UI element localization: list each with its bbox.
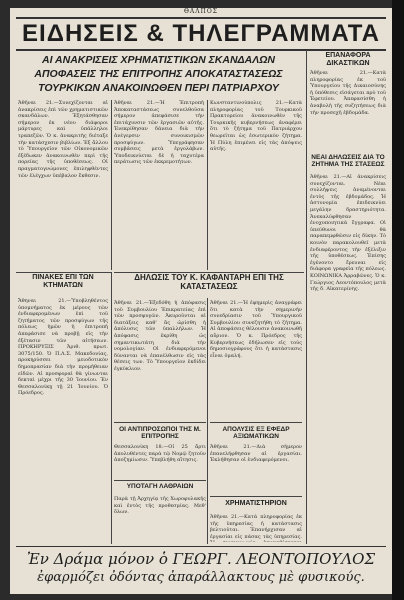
page-folio: ΘΑΛΠΟΣ <box>184 8 218 15</box>
headline-1: ΑΙ ΑΝΑΚΡΙΣΕΙΣ ΧΡΗΜΑΤΙΣΤΙΚΩΝ ΣΚΑΝΔΑΛΩΝ <box>42 54 275 66</box>
newspaper-page <box>10 8 392 594</box>
box-title-ypotagi: ΥΠΟΤΑΓΗ ΛΑΘΡΑΙΩΝ <box>126 483 194 490</box>
section-masthead: ΕΙΔΗΣΕΙΣ & ΤΗΛΕΓΡΑΜΜΑΤΑ <box>16 17 386 51</box>
headline-dilosis-kafantari: ΔΗΛΩΣΙΣ ΤΟΥ Κ. ΚΑΦΑΝΤΑΡΗ ΕΠΙ ΤΗΣ ΚΑΤΑΣΤΑΣΕΩΣ <box>134 273 284 291</box>
advertisement-footer <box>16 546 386 589</box>
ad-line-1: Ἐν Δράμα μόνον ὁ ΓΕΩΡΓ. ΛΕΟΝΤΟΠΟΥΛΟΣ <box>26 550 376 568</box>
column-text-c4: Ἀθῆναι 21.—Κατὰ πληροφορίας ἐκ τοῦ Ὑπουργείου τῆς Δικαιοσύνης ἡ ὑπόθεσις εἰσάγεται πρὸ τοῦ Ἐφετείου. Ἀπεφασίσθη ἡ ἀναβολὴ τῆς συζητήσεως διὰ τὴν προσεχῆ ἑβδομάδα. <box>310 70 386 116</box>
headline-3: ΤΟΥΡΚΙΚΩΝ ΑΝΑΚΟΙΝΩΘΕΝ ΠΕΡΙ ΠΑΤΡΙΑΡΧΟΥ <box>38 82 279 94</box>
column-text-c9: Θεσσαλονίκη 18.—Οἱ 25 ἄρτι ἀπολυθέντες παρὰ τῷ Νομῷ ζητοῦν ἀποζημίωσιν. Ὑπεβλήθη αἴτησις. <box>114 444 206 464</box>
box-title-chrimatistirion: ΧΡΗΜΑΤΙΣΤΗΡΙΟΝ <box>225 500 287 507</box>
column-text-c5: Ἀθῆναι 21.—Ἐξεδόθη ἡ ἀπόφασις τοῦ Συμβουλίου Ἐπικρατείας ἐπὶ τῶν προσφυγῶν. Ἀκυροῦνται αἱ διατάξεις καθ' ἃς ὠρίσθη ἡ ἀπόλυσις τῶν ὑπαλλήλων. Ἡ ἀπόφασις ἐκρίθη ὡς σημαντικωτάτη διὰ τὴν νομολογίαν. Οἱ ἐνδιαφερόμενοι δύνανται νὰ ἐπανέλθωσιν εἰς τὰς θέσεις των. Τὸ Ὑπουργεῖον ἐκδίδει ἐγκύκλιον. <box>114 300 206 372</box>
box-title-epanafora: ΕΠΑΝΑΦΟΡΑ ΔΙΚΑΣΤΙΚΩΝ <box>325 52 371 67</box>
column-rule-right <box>306 50 307 544</box>
column-text-c8: Ἀθῆναι 21.—Ἡ ἐφημερὶς ἀναγράφει ὅτι κατὰ τὴν σημερινὴν συνεδρίασιν τοῦ Ὑπουργικοῦ Συμβουλίου συνεζητήθη τὸ ζήτημα. Αἱ ἀποφάσεις θέλουσιν ἀνακοινωθῆ αὔριον. Ὁ κ. Πρόεδρος τῆς Κυβερνήσεως ἐδήλωσεν εἰς τοὺς δημοσιογράφους ὅτι ἡ κατάστασις εἶναι ὁμαλή. <box>210 300 302 359</box>
column-text-c10: Παρὰ τῇ Ἀρχηγίᾳ τῆς Χωροφυλακῆς καὶ ἐντὸς τῆς προθεσμίας. Μεθ' ὅλων. <box>114 496 206 516</box>
headline-2: ΑΠΟΦΑΣΕΙΣ ΤΗΣ ΕΠΙΤΡΟΠΗΣ ΑΠΟΚΑΤΑΣΤΑΣΕΩΣ <box>34 68 283 80</box>
column-text-c6: Ἄθηναι 21.—Ὑποβληθέντος ὑπομνήματος ἐκ μέρους τῶν ἐνδιαφερομένων ἐπὶ τοῦ ζητήματος τῶν προσφύγων τῆς πόλεως ἡμῶν ἡ ἐπιτροπὴ ἀπεφάσισε νὰ προβῇ εἰς τὴν ἐξέτασιν τῶν αἰτήσεων. ΠΡΟΚΗΡΥΞΙΣ Ἀριθ. πρωτ. 3075/150. Ὁ Π.Λ.Σ. Μακεδονίας, προκηρύσσει μειοδοτικὸν δημοπρασίαν διὰ τὴν προμήθειαν εἰδῶν. Αἱ προσφοραὶ θὰ γίνωνται δεκταὶ μέχρι τῆς 30 Ἰουνίου. Ἐν Θεσσαλονίκῃ τῇ 21 Ἰουνίου. Ὁ Πρόεδρος. <box>18 298 108 397</box>
horizontal-rule <box>210 496 302 497</box>
column-text-c7: Ἀθῆναι 21.—Κατὰ πληροφορίας ἐκ τῆς ὑπηρεσίας ἡ κατάστασις βελτιοῦται. Ἐπανήρχισαν αἱ ἐργασίαι εἰς πάσας τὰς ὑπηρεσίας. <box>210 514 302 540</box>
column-rule <box>111 272 112 544</box>
ad-line-2: ἐφαρμόζει ὀδόντας ἀπαράλλακτους μὲ φυσικούς. <box>37 570 365 585</box>
box-title-antiprosopoi: ΟΙ ΑΝΤΙΠΡΟΣΩΠΟΙ ΤΗΣ Μ. ΕΠΙΤΡΟΠΗΣ <box>119 426 201 441</box>
box-title-nees-diloseis: ΝΕΑΙ ΔΗΛΩΣΕΙΣ ΔΙΑ ΤΟ ΖΗΤΗΜΑ ΤΗΣ ΣΤΑΣΕΩΣ <box>311 154 385 169</box>
column-text-c11: Ἀθῆναι 21.—Διὰ σήμερον ἐπανελήφθησαν αἱ ἐργασίαι. Ἐκλήθησαν οἱ ἐνδιαφερόμενοι. <box>210 444 302 464</box>
horizontal-rule <box>114 480 206 481</box>
box-title-pinakes: ΠΙΝΑΚΕΣ ΕΠΙ ΤΩΝ ΚΤΗΜΑΤΩΝ <box>32 274 94 289</box>
horizontal-rule <box>210 422 302 423</box>
box-title-apolysis: ΑΠΟΛΥΣΙΣ ΕΞ ΕΦΕΔΡ ΑΞΙΩΜΑΤΙΚΩΝ <box>222 426 290 441</box>
column-text-c12: Ἀθῆναι 21.—Αἱ ἀνακρίσεις συνεχίζονται. Νέαι συλλήψεις ἀναμένονται ἐντὸς τῆς ἑβδομάδος. Ἡ ἀστυνομία ἐπιδεικνύει μεγάλην δραστηριότητα. Ἀνεκαλύφθησαν ἐνοχοποιητικὰ ἔγγραφα. Οἱ ὑπεύθυνοι θὰ παραπεμφθῶσιν εἰς δίκην. Τὸ κοινὸν παρακολουθεῖ μετὰ ἐνδιαφέροντος τὴν ἐξέλιξιν τῆς ὑποθέσεως. Ἐπίσης ἐγένοντο ἔρευναι εἰς διάφορα γραφεῖα τῆς πόλεως. ΚΟΙΝΩΝΙΚΑ Ἀρραβῶνες. Ὁ κ. Γεώργιος Λεοντόπουλος μετὰ τῆς δ. Αἰκατερίνης. <box>310 174 386 293</box>
column-text-c2: Ἀθῆναι 21.—Ἡ Ἐπιτροπὴ Ἀποκαταστάσεως συνελθοῦσα σήμερον ἀπεφάσισε τὴν ἐπιτάχυνσιν τῶν ἐργασιῶν αὐτῆς. Ἐνεκρίθησαν δάνεια διὰ τὴν ἀνέγερσιν συνοικισμῶν προσφύγων. Ὑπεγράφησαν συμβάσεις μετὰ ἐργολάβων. Ὑποδεικνύεται δὲ ἡ ταχυτέρα περάτωσις τῶν ἐκκρεμοτήτων. <box>114 100 204 166</box>
horizontal-rule <box>16 272 111 273</box>
column-text-c1: Ἀθῆναι 21.—Συνεχίζονται αἱ ἀνακρίσεις ἐπὶ τῶν χρηματιστικῶν σκανδάλων. Ἐξητάσθησαν σήμερον ἐκ νέου διάφοροι μάρτυρες καὶ ὑπάλληλοι τραπεζῶν. Ὁ κ. ἀνακριτὴς διέταξε τὴν κατάσχεσιν βιβλίων. Ἐξ ἄλλου τὸ Ὑπουργεῖον τῶν Οἰκονομικῶν ἐξέδωκεν ἀνακοινωθὲν περὶ τῆς πορείας τῆς ὑποθέσεως. Οἱ πραγματογνώμονες ἐπιληφθέντες τῶν ἐλέγχων ὑπέβαλον ἔκθεσιν. <box>18 100 108 179</box>
scan-edge-shadow <box>392 0 404 600</box>
column-rule <box>207 298 208 544</box>
column-text-c3: Κωνσταντινούπολις 21.—Κατὰ πληροφορίας τοῦ Τουρκικοῦ Πρακτορείου ἀνακοινωθὲν τῆς Τουρκικῆς κυβερνήσεως ἀναφέρει ὅτι τὸ ζήτημα τοῦ Πατριάρχου θεωρεῖται ὡς ἐσωτερικὸν ζήτημα. Ἡ Πύλη ἐπιμένει εἰς τὰς ἀπόψεις αὐτῆς. <box>210 100 302 153</box>
column-rule <box>207 100 208 270</box>
column-rule <box>111 100 112 270</box>
horizontal-rule <box>114 422 206 423</box>
